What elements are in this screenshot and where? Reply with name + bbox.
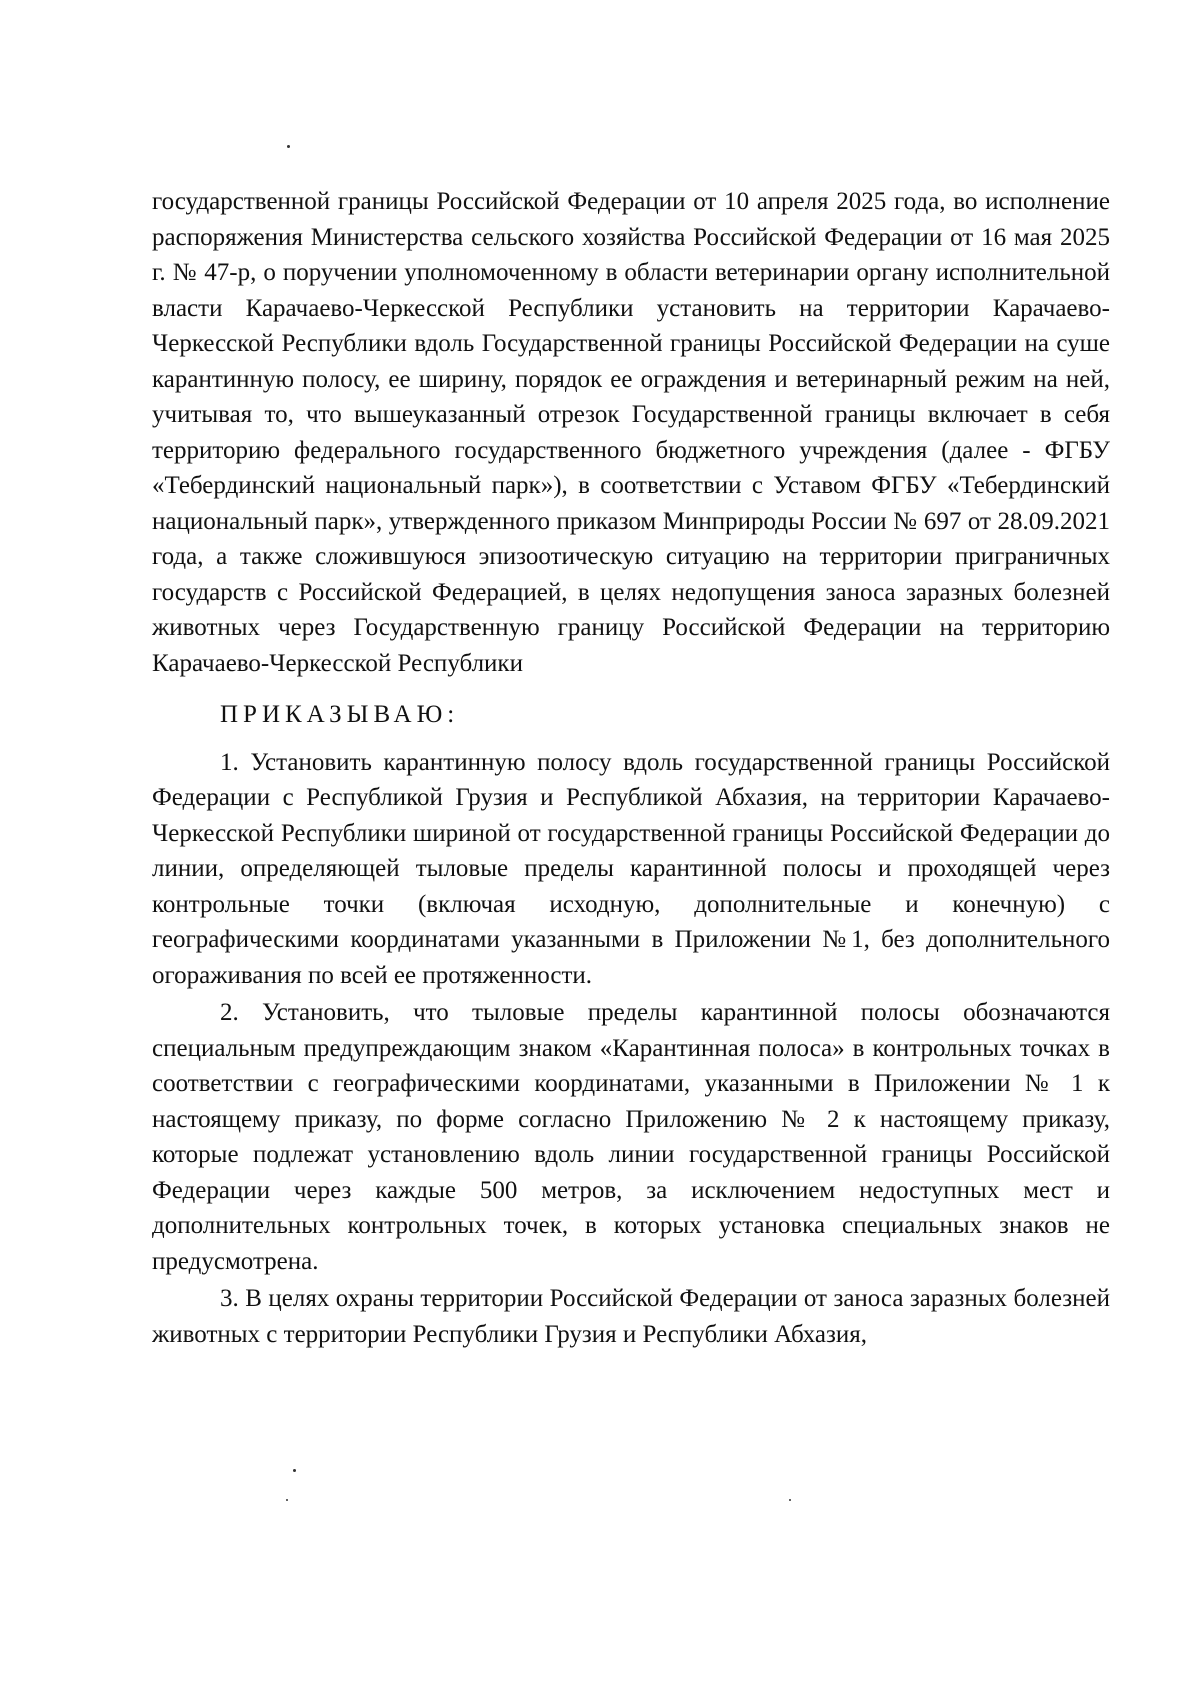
intro-paragraph: государственной границы Российской Федерации от 10 апреля 2025 года, во исполнение распоряжения Министерства сельского хозяйства Российской Федерации от 16 мая 2025 г. № 47-р, о поручении уполномоченному в области ветеринарии органу исполнительной власти Карачаево-Черкесской Республики установить на территории Карачаево-Черкесской Республики вдоль Государственной границы Российской Федерации на суше карантинную полосу, ее ширину, порядок ее ограждения и ветеринарный режим на ней, учитывая то, что вышеуказанный отрезок Государственной границы включает в себя территорию федерального государственного бюджетного учреждения (далее - ФГБУ «Тебердинский национальный парк»), в соответствии с Уставом ФГБУ «Тебердинский национальный парк», утвержденного приказом Минприроды России № 697 от 28.09.2021 года, а также сложившуюся эпизоотическую ситуацию на территории приграничных государств с Российской Федерацией, в целях недопущения заноса заразных болезней животных через Государственную границу Российской Федерации на территорию Карачаево-Черкесской Республики [152, 188, 1110, 677]
scan-speck [286, 1499, 288, 1501]
scan-speck [789, 1499, 791, 1501]
order-item-3: 3. В целях охраны территории Российской Федерации от заноса заразных болезней животных с территории Республики Грузия и Республики Абхазия, [152, 1285, 1110, 1348]
scan-speck [293, 1469, 296, 1472]
document-body [152, 184, 1110, 1354]
order-item-1: 1. Установить карантинную полосу вдоль государственной границы Российской Федерации с Республикой Грузия и Республикой Абхазия, на территории Карачаево-Черкесской Республики шириной от государственной границы Российской Федерации до линии, определяющей тыловые пределы карантинной полосы и проходящей через контрольные точки (включая исходную, дополнительные и конечную) с географическими координатами указанными в Приложении №1, без дополнительного огораживания по всей ее протяженности. [152, 748, 1110, 989]
order-item-2: 2. Установить, что тыловые пределы карантинной полосы обозначаются специальным предупреждающим знаком «Карантинная полоса» в контрольных точках в соответствии с географическими координатами, указанными в Приложении № 1 к настоящему приказу, по форме согласно Приложению № 2 к настоящему приказу, которые подлежат установлению вдоль линии государственной границы Российской Федерации через каждые 500 метров, за исключением недоступных мест и дополнительных контрольных точек, в которых установка специальных знаков не предусмотрена. [152, 999, 1110, 1275]
order-heading: ПРИКАЗЫВАЮ: [220, 701, 460, 728]
scan-speck [287, 145, 290, 148]
